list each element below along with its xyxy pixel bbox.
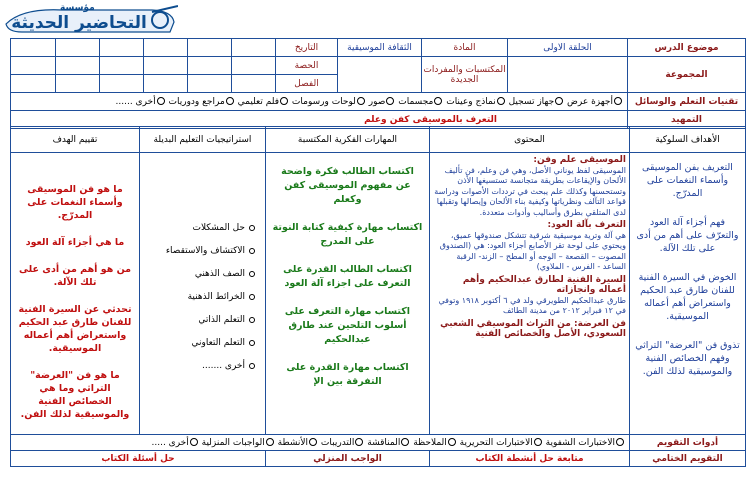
- skills-cell: [266, 153, 430, 435]
- circle-icon: [249, 317, 255, 323]
- objective-item: الخوض في السيرة الفنية للفنان طارق عبد الحكيم واستعراض أهم أعماله الموسيقية.: [638, 272, 737, 322]
- evaluation-item: من هو أهم من أدى على تلك الآلة.: [18, 264, 132, 288]
- strategy-item[interactable]: الخرائط الذهنية: [144, 292, 255, 302]
- evaluation-item: ما هو فن الموسيقى وأسماء النغمات على المدرّج.: [27, 184, 123, 221]
- tool-option[interactable]: أجهزة عرض: [567, 97, 623, 107]
- radio-icon: [534, 438, 542, 446]
- tool-option[interactable]: أخرى ......: [116, 97, 166, 107]
- evaluation-item: ما هي أجزاء آلة العود: [25, 237, 125, 248]
- subject-label: المادة: [422, 39, 508, 57]
- radio-icon: [157, 97, 165, 105]
- assess-option[interactable]: المناقشة: [367, 438, 410, 448]
- skill-item: اكتساب الطالب القدرة على التعرف على اجزاء آلة العود: [283, 264, 412, 289]
- strategy-item[interactable]: التعلم التعاوني: [144, 338, 255, 348]
- assess-option[interactable]: الاختبارات التحريرية: [460, 438, 543, 448]
- radio-icon: [226, 97, 234, 105]
- assess-option[interactable]: الأنشطة: [278, 438, 318, 448]
- radio-icon: [355, 438, 363, 446]
- circle-icon: [249, 271, 255, 277]
- content-title: الموسيقى علم وفن:: [533, 155, 626, 165]
- date-label: التاريخ: [276, 39, 338, 57]
- radio-icon: [309, 438, 317, 446]
- radio-icon: [497, 97, 505, 105]
- logo: [0, 0, 185, 40]
- strategy-item[interactable]: التعلم الذاتي: [144, 315, 255, 325]
- book-questions: حل أسئلة الكتاب: [11, 451, 266, 467]
- content-block: [433, 319, 626, 340]
- evaluation-header: تقييم الهدف: [11, 127, 140, 153]
- assess-option[interactable]: الواجبات المنزلية: [202, 438, 275, 448]
- assess-option[interactable]: الاختبارات الشفوية: [546, 438, 625, 448]
- assess-option[interactable]: الملاحظة: [413, 438, 457, 448]
- assess-option[interactable]: التدريبات: [321, 438, 364, 448]
- circle-icon: [249, 225, 255, 231]
- objective-item: تذوق فن "العرضة" التراثي وفهم الخصائص الفنية والموسيقية لذلك الفن.: [635, 340, 740, 377]
- tech-label: تقنيات التعلم والوسائل: [628, 93, 746, 111]
- content-body: الموسيقى لفظ يوناني الأصل، وهي فن وعلم، فن تأليف الألحان والإيقاعات بطريقة متجانسة تستسيغها الأذن وتستحسنها وكذلك علم يبحث في ترددات الأصوات ودراسة قواعد التآلف ونظرياتها وكيفية بناء الألحان وإيصالها وتقبلها لدى المتلقي بطرق وأساليب وأدوات متعددة.: [434, 165, 626, 217]
- skill-item: اكتساب مهارة التعرف على أسلوب التلحين عند طارق عبدالحكيم: [284, 306, 411, 345]
- strategy-item[interactable]: الاكتشاف والاستقصاء: [144, 246, 255, 256]
- radio-icon: [280, 97, 288, 105]
- radio-icon: [448, 438, 456, 446]
- radio-icon: [434, 97, 442, 105]
- strategy-item[interactable]: حل المشكلات: [144, 223, 255, 233]
- tool-option[interactable]: مراجع ودوريات: [169, 97, 235, 107]
- logo-main-text: التحاضير الحديثة: [11, 13, 147, 33]
- radio-icon: [190, 438, 198, 446]
- assess-option[interactable]: أخرى .....: [152, 438, 199, 448]
- circle-icon: [249, 248, 255, 254]
- evaluation-cell: [11, 153, 140, 435]
- content-block: [433, 220, 626, 273]
- content-header: المحتوى: [430, 127, 630, 153]
- content-block: [433, 155, 626, 218]
- circle-icon: [249, 340, 255, 346]
- content-title: التعرف بآلة العود:: [547, 220, 626, 230]
- radio-icon: [616, 438, 624, 446]
- objective-item: فهم أجزاء آلة العود والتعرّف على أهم من أدى على تلك الآلة.: [636, 217, 739, 254]
- skills-header: المهارات الفكرية المكتسبة: [266, 127, 430, 153]
- assess-tools-row: [11, 435, 630, 451]
- logo-small-text: مؤسسة: [60, 3, 95, 13]
- group-label: المجموعة: [628, 57, 746, 93]
- radio-icon: [614, 97, 622, 105]
- radio-icon: [555, 97, 563, 105]
- tool-option[interactable]: لوحات ورسومات: [292, 97, 366, 107]
- objectives-cell: [630, 153, 746, 435]
- final-label: التقويم الختامي: [630, 451, 746, 467]
- book-activity: متابعة حل أنشطة الكتاب: [430, 451, 630, 467]
- intro-value: التعرف بالموسيقى كفن وعلم: [11, 111, 628, 129]
- tool-option[interactable]: نماذج وعينات: [446, 97, 506, 107]
- circle-icon: [249, 294, 255, 300]
- content-body: طارق عبدالحكيم الطويرقي ولد في ٦ أكتوبر ١٩١٨ وتوفي في ١٢ فبراير ٢٠١٢ من مدينة الطائف: [438, 295, 626, 315]
- tool-option[interactable]: جهاز تسجيل: [509, 97, 565, 107]
- skill-item: اكتساب مهارة كيفية كتابة النوتة على المدرج: [272, 222, 423, 247]
- tool-option[interactable]: مجسمات: [398, 97, 443, 107]
- objectives-header: الأهداف السلوكية: [630, 127, 746, 153]
- radio-icon: [386, 97, 394, 105]
- lesson-label: موضوع الدرس: [628, 39, 746, 57]
- homework-label: الواجب المنزلي: [266, 451, 430, 467]
- circle-icon: [249, 363, 255, 369]
- tool-option[interactable]: صور: [369, 97, 396, 107]
- skill-item: اكتساب الطالب فكرة واضحة عن مفهوم الموسيقى كفن وكعلم: [281, 166, 414, 205]
- skill-item: اكتساب مهارة القدرة على التفرقة بين الإ: [286, 362, 409, 387]
- class-label: الفصل: [276, 75, 338, 93]
- tools-row: [11, 93, 628, 111]
- content-title: فن العرضة: من التراث الموسيقي الشعبي السعودي، الأصل والخصائص الفنية: [440, 318, 626, 339]
- evaluation-item: تحدثي عن السيرة الفنية للفنان طارق عبد الحكيم واستعراض أهم أعماله الموسيقية.: [18, 304, 132, 354]
- content-title: السيرة الفنية لطارق عبدالحكيم وأهم أعماله وانجازاته: [462, 274, 626, 295]
- lesson-table: [10, 126, 746, 435]
- strategy-item[interactable]: الصف الذهني: [144, 269, 255, 279]
- radio-icon: [401, 438, 409, 446]
- header-table: [10, 38, 746, 129]
- period-label: الحصة: [276, 57, 338, 75]
- circle-value: الحلقة الاولى: [508, 39, 628, 57]
- footer-table: [10, 434, 746, 467]
- strategies-cell: [140, 153, 266, 435]
- radio-icon: [357, 97, 365, 105]
- radio-icon: [266, 438, 274, 446]
- content-body: هي آلة وترية موسيقية شرقية تتشكل صندوقها عميق، ويحتوي على لوحة تقر الأصابع أجزاء العود: هي (الصندوق المصوت – القصعة – الوجه أو المطح – الزند- الرقبة الساعد - الفرس - الملاوي): [439, 230, 626, 271]
- tool-option[interactable]: فلم تعليمي: [238, 97, 289, 107]
- objective-item: التعريف بفن الموسيقى وأسماء النغمات على المدرّج.: [642, 162, 733, 199]
- intro-label: التمهيد: [628, 111, 746, 129]
- evaluation-item: ما هو فن "العرضة" التراثي وما هي الخصائص الفنية والموسيقية لذلك الفن.: [20, 370, 130, 420]
- assess-label: أدوات التقويم: [630, 435, 746, 451]
- content-cell: [430, 153, 630, 435]
- content-block: [433, 275, 626, 317]
- strategies-header: استراتيجيات التعليم البديلة: [140, 127, 266, 153]
- strategy-item[interactable]: أخرى .......: [144, 361, 255, 371]
- acquired-label: المكتسبات والمفردات الجديدة: [422, 57, 508, 93]
- subject-value: الثقافة الموسيقية: [338, 39, 422, 57]
